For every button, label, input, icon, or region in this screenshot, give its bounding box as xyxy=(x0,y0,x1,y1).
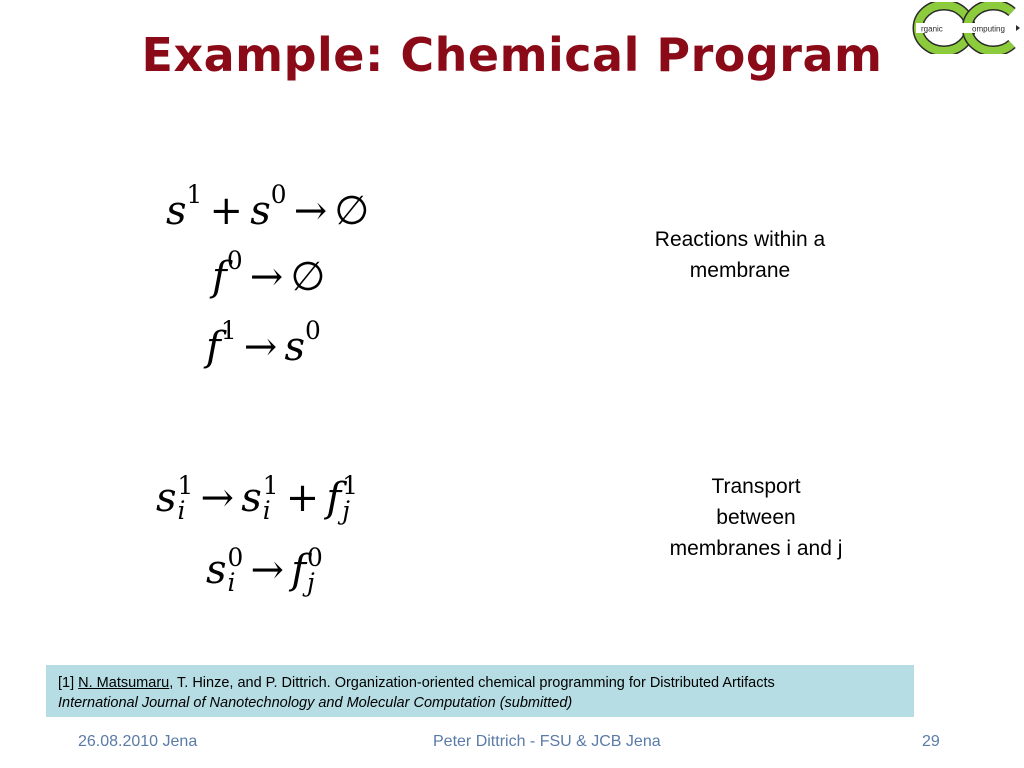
equation-3: $f^1 \to s^0$ xyxy=(206,315,321,370)
equation-1: $s^1 + s^0$ → ∅ xyxy=(166,179,370,234)
equation-5: s 0 i → f 0 j xyxy=(206,543,323,597)
organic-computing-logo-icon xyxy=(912,2,1022,54)
transport-note: Transport between membranes i and j xyxy=(669,475,843,560)
logo-right-text: omputing xyxy=(972,24,1005,34)
author-link[interactable]: N. Matsumaru xyxy=(78,675,170,691)
logo-left-text: rganic xyxy=(921,24,943,34)
reference-line-1: [1] N. Matsumaru, T. Hinze, and P. Dittrich. Organization-oriented chemical programming for Distributed Artifacts xyxy=(58,675,775,691)
reference-box xyxy=(46,665,914,717)
reactions-note: Reactions within a membrane xyxy=(654,228,826,282)
footer-date: 26.08.2010 Jena xyxy=(78,733,198,750)
reference-journal: International Journal of Nanotechnology and Molecular Computation (submitted) xyxy=(58,695,573,711)
equation-4: s 1 i → s 1 i + f 1 j xyxy=(156,471,358,525)
slide-title: Example: Chemical Program xyxy=(141,28,883,82)
footer-author: Peter Dittrich - FSU & JCB Jena xyxy=(433,733,661,750)
equation-2: $f^0$ → ∅ xyxy=(212,245,326,300)
footer-page-number: 29 xyxy=(922,733,940,750)
